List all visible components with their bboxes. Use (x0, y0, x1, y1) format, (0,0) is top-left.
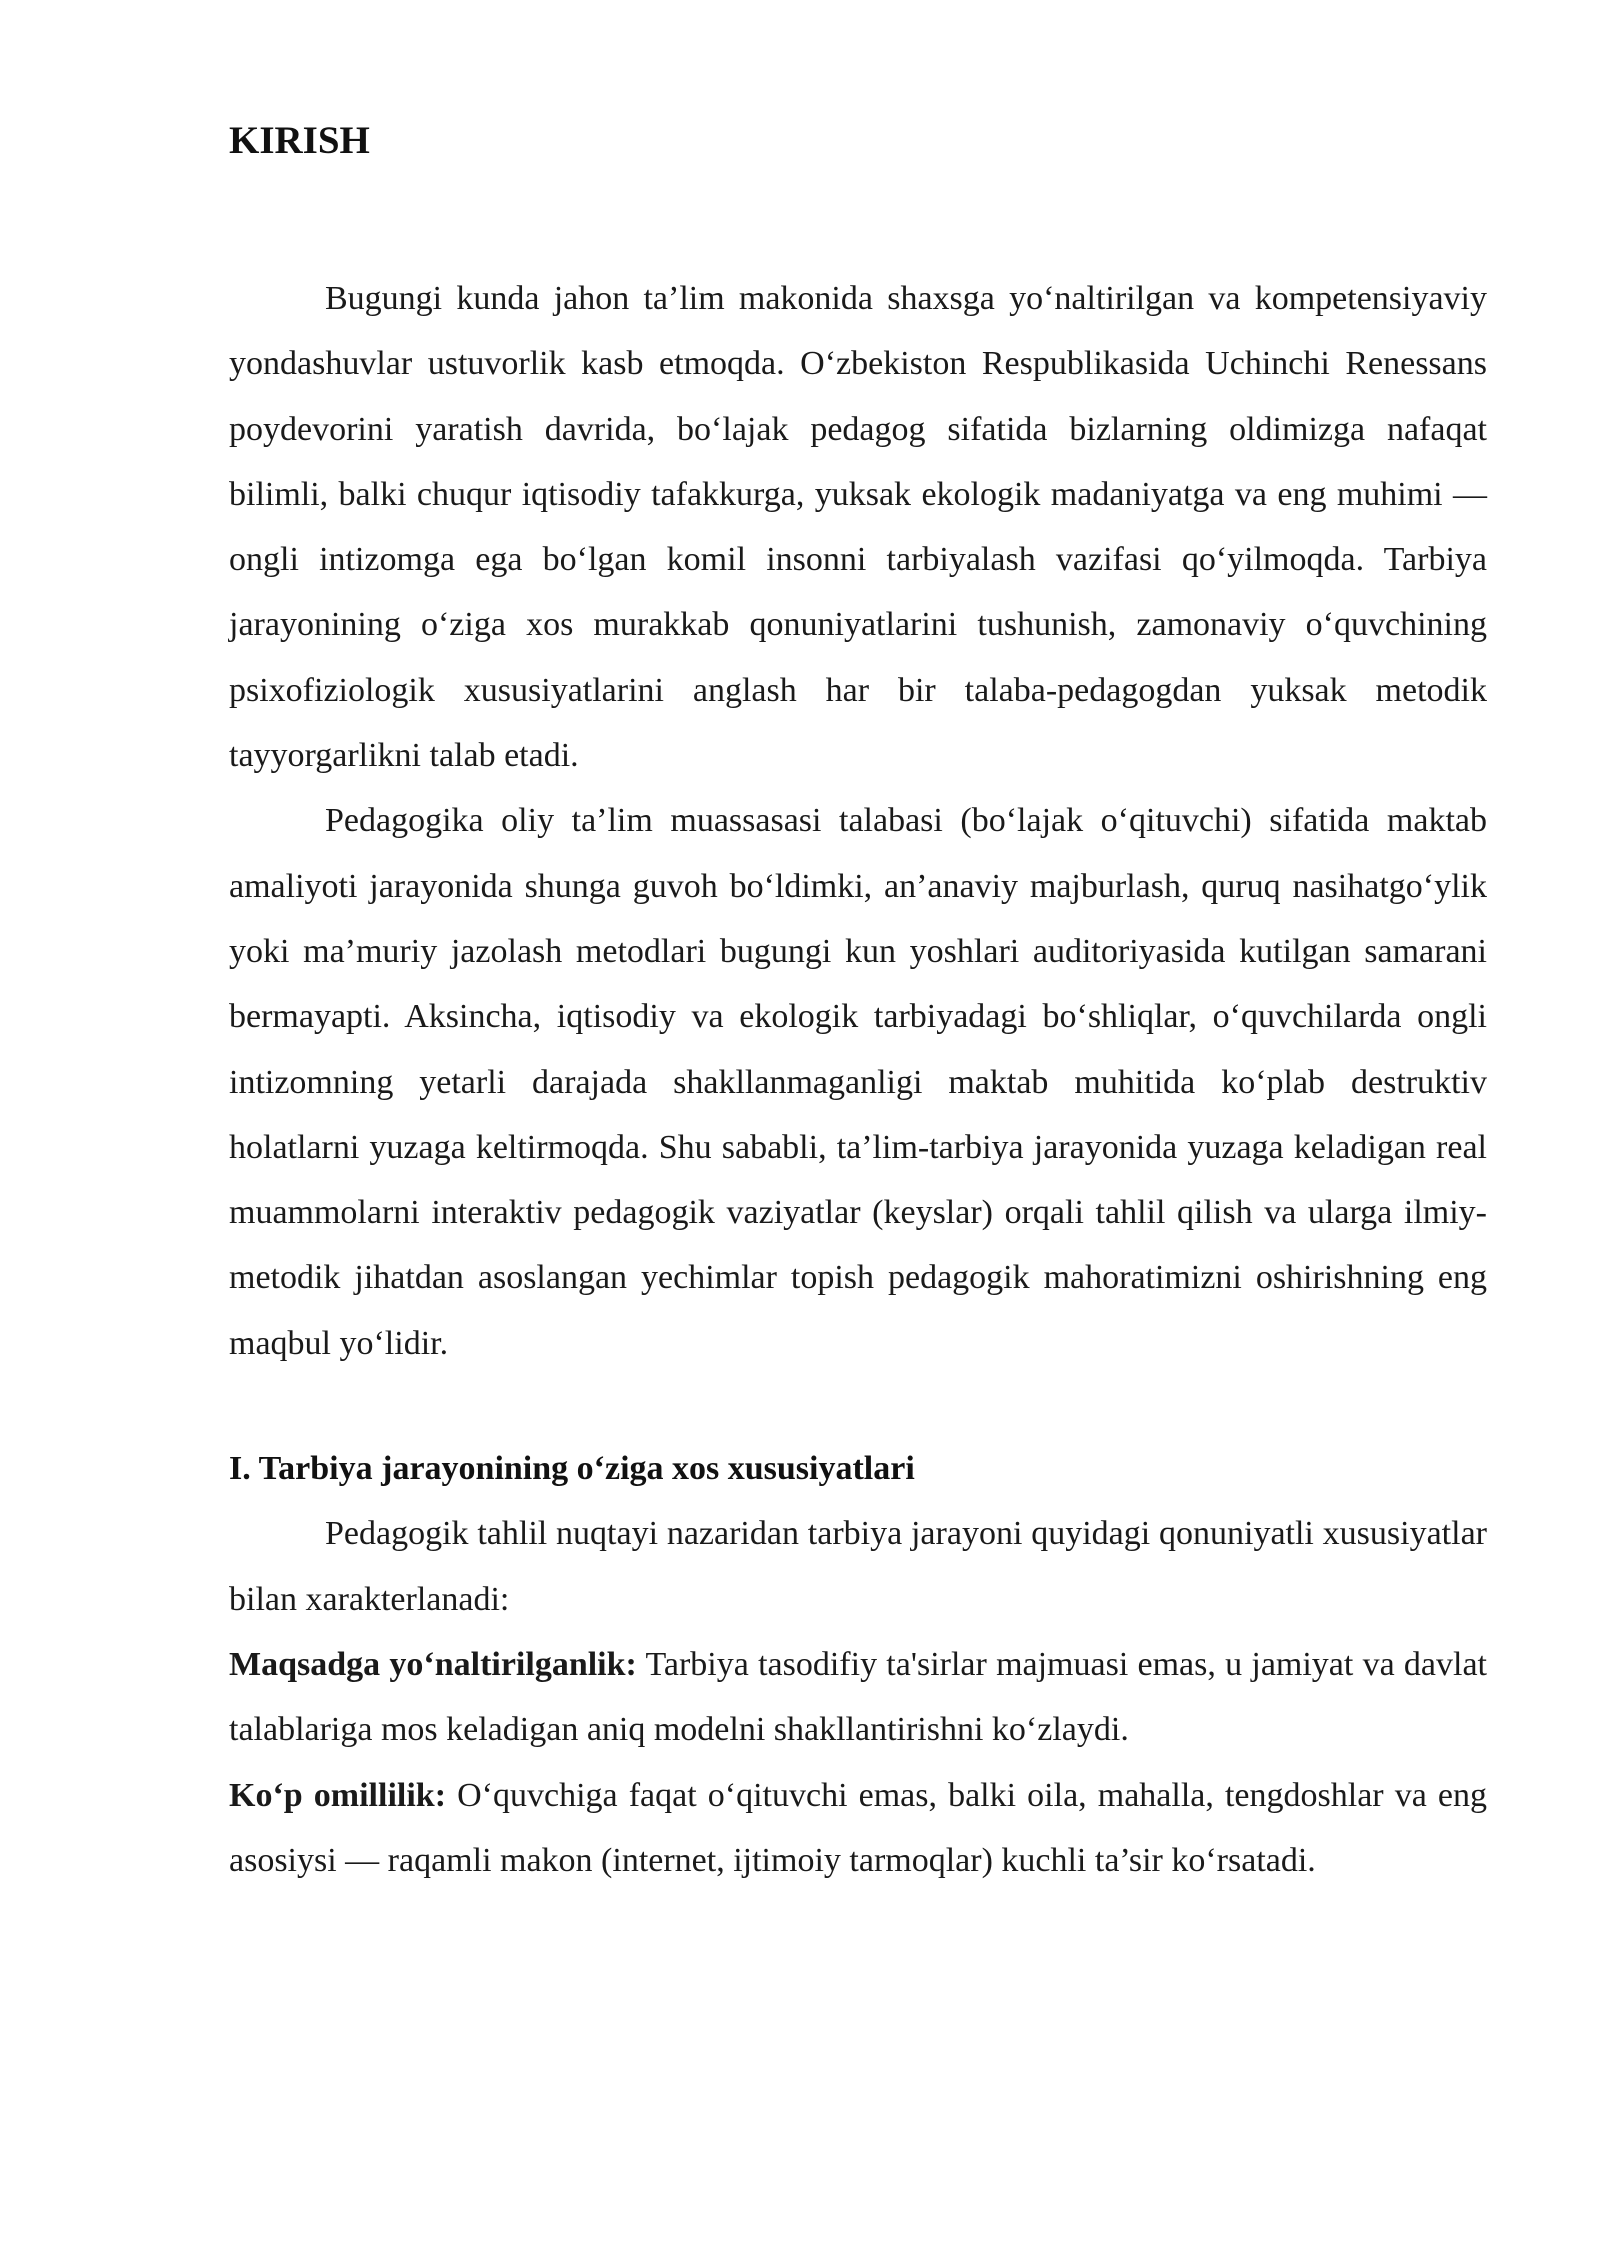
section-spacer (229, 1376, 1487, 1436)
document-body (229, 111, 1487, 1893)
item-text: O‘quvchiga faqat o‘qituvchi emas, balki oila, mahalla, tengdoshlar va eng asosiysi — raqamli makon (internet, ijtimoiy tarmoqlar) kuchli ta’sir ko‘rsatadi. (229, 1776, 1487, 1879)
page-title: KIRISH (229, 119, 370, 162)
item-term: Maqsadga yo‘naltirilganlik: (229, 1645, 637, 1683)
intro-paragraph-2: Pedagogika oliy ta’lim muassasasi talabasi (bo‘lajak o‘qituvchi) sifatida maktab amaliyoti jarayonida shunga guvoh bo‘ldimki, an’anaviy majburlash, quruq nasihatgo‘ylik yoki ma’muriy jazolash metodlari bugungi kun yoshlari auditoriyasida kutilgan samarani bermayapti. Aksincha, iqtisodiy va ekologik tarbiyadagi bo‘shliqlar, o‘quvchilarda ongli intizomning yetarli darajada shakllanmaganligi maktab muhitida ko‘plab destruktiv holatlarni yuzaga keltirmoqda. Shu sababli, ta’lim-tarbiya jarayonida yuzaga keladigan real muammolarni interaktiv pedagogik vaziyatlar (keyslar) orqali tahlil qilish va ularga ilmiy-metodik jihatdan asoslangan yechimlar topish pedagogik mahoratimizni oshirishning eng maqbul yo‘lidir. (229, 802, 1487, 1362)
section-heading: I. Tarbiya jarayonining o‘ziga xos xususiyatlari (229, 1450, 915, 1488)
section-intro-paragraph: Pedagogik tahlil nuqtayi nazaridan tarbiya jarayoni quyidagi qonuniyatli xususiyatlar bilan xarakterlanadi: (229, 1515, 1487, 1618)
list-item (229, 1632, 1487, 1763)
list-item (229, 1763, 1487, 1894)
intro-paragraph-1: Bugungi kunda jahon ta’lim makonida shaxsga yo‘naltirilgan va kompetensiyaviy yondashuvlar ustuvorlik kasb etmoqda. O‘zbekiston Respublikasida Uchinchi Renessans poydevorini yaratish davrida, bo‘lajak pedagog sifatida bizlarning oldimizga nafaqat bilimli, balki chuqur iqtisodiy tafakkurga, yuksak ekologik madaniyatga va eng muhimi — ongli intizomga ega bo‘lgan komil insonni tarbiyalash vazifasi qo‘yilmoqda. Tarbiya jarayonining o‘ziga xos murakkab qonuniyatlarini tushunish, zamonaviy o‘quvchining psixofiziologik xususiyatlarini anglash har bir talaba-pedagogdan yuksak metodik tayyorgarlikni talab etadi. (229, 280, 1487, 775)
item-term: Ko‘p omillilik: (229, 1776, 447, 1814)
item-text: Tarbiya tasodifiy ta'sirlar majmuasi emas, u jamiyat va davlat talablariga mos keladigan aniq modelni shakllantirishni ko‘zlaydi. (229, 1645, 1487, 1749)
heading-spacer (229, 171, 1487, 266)
